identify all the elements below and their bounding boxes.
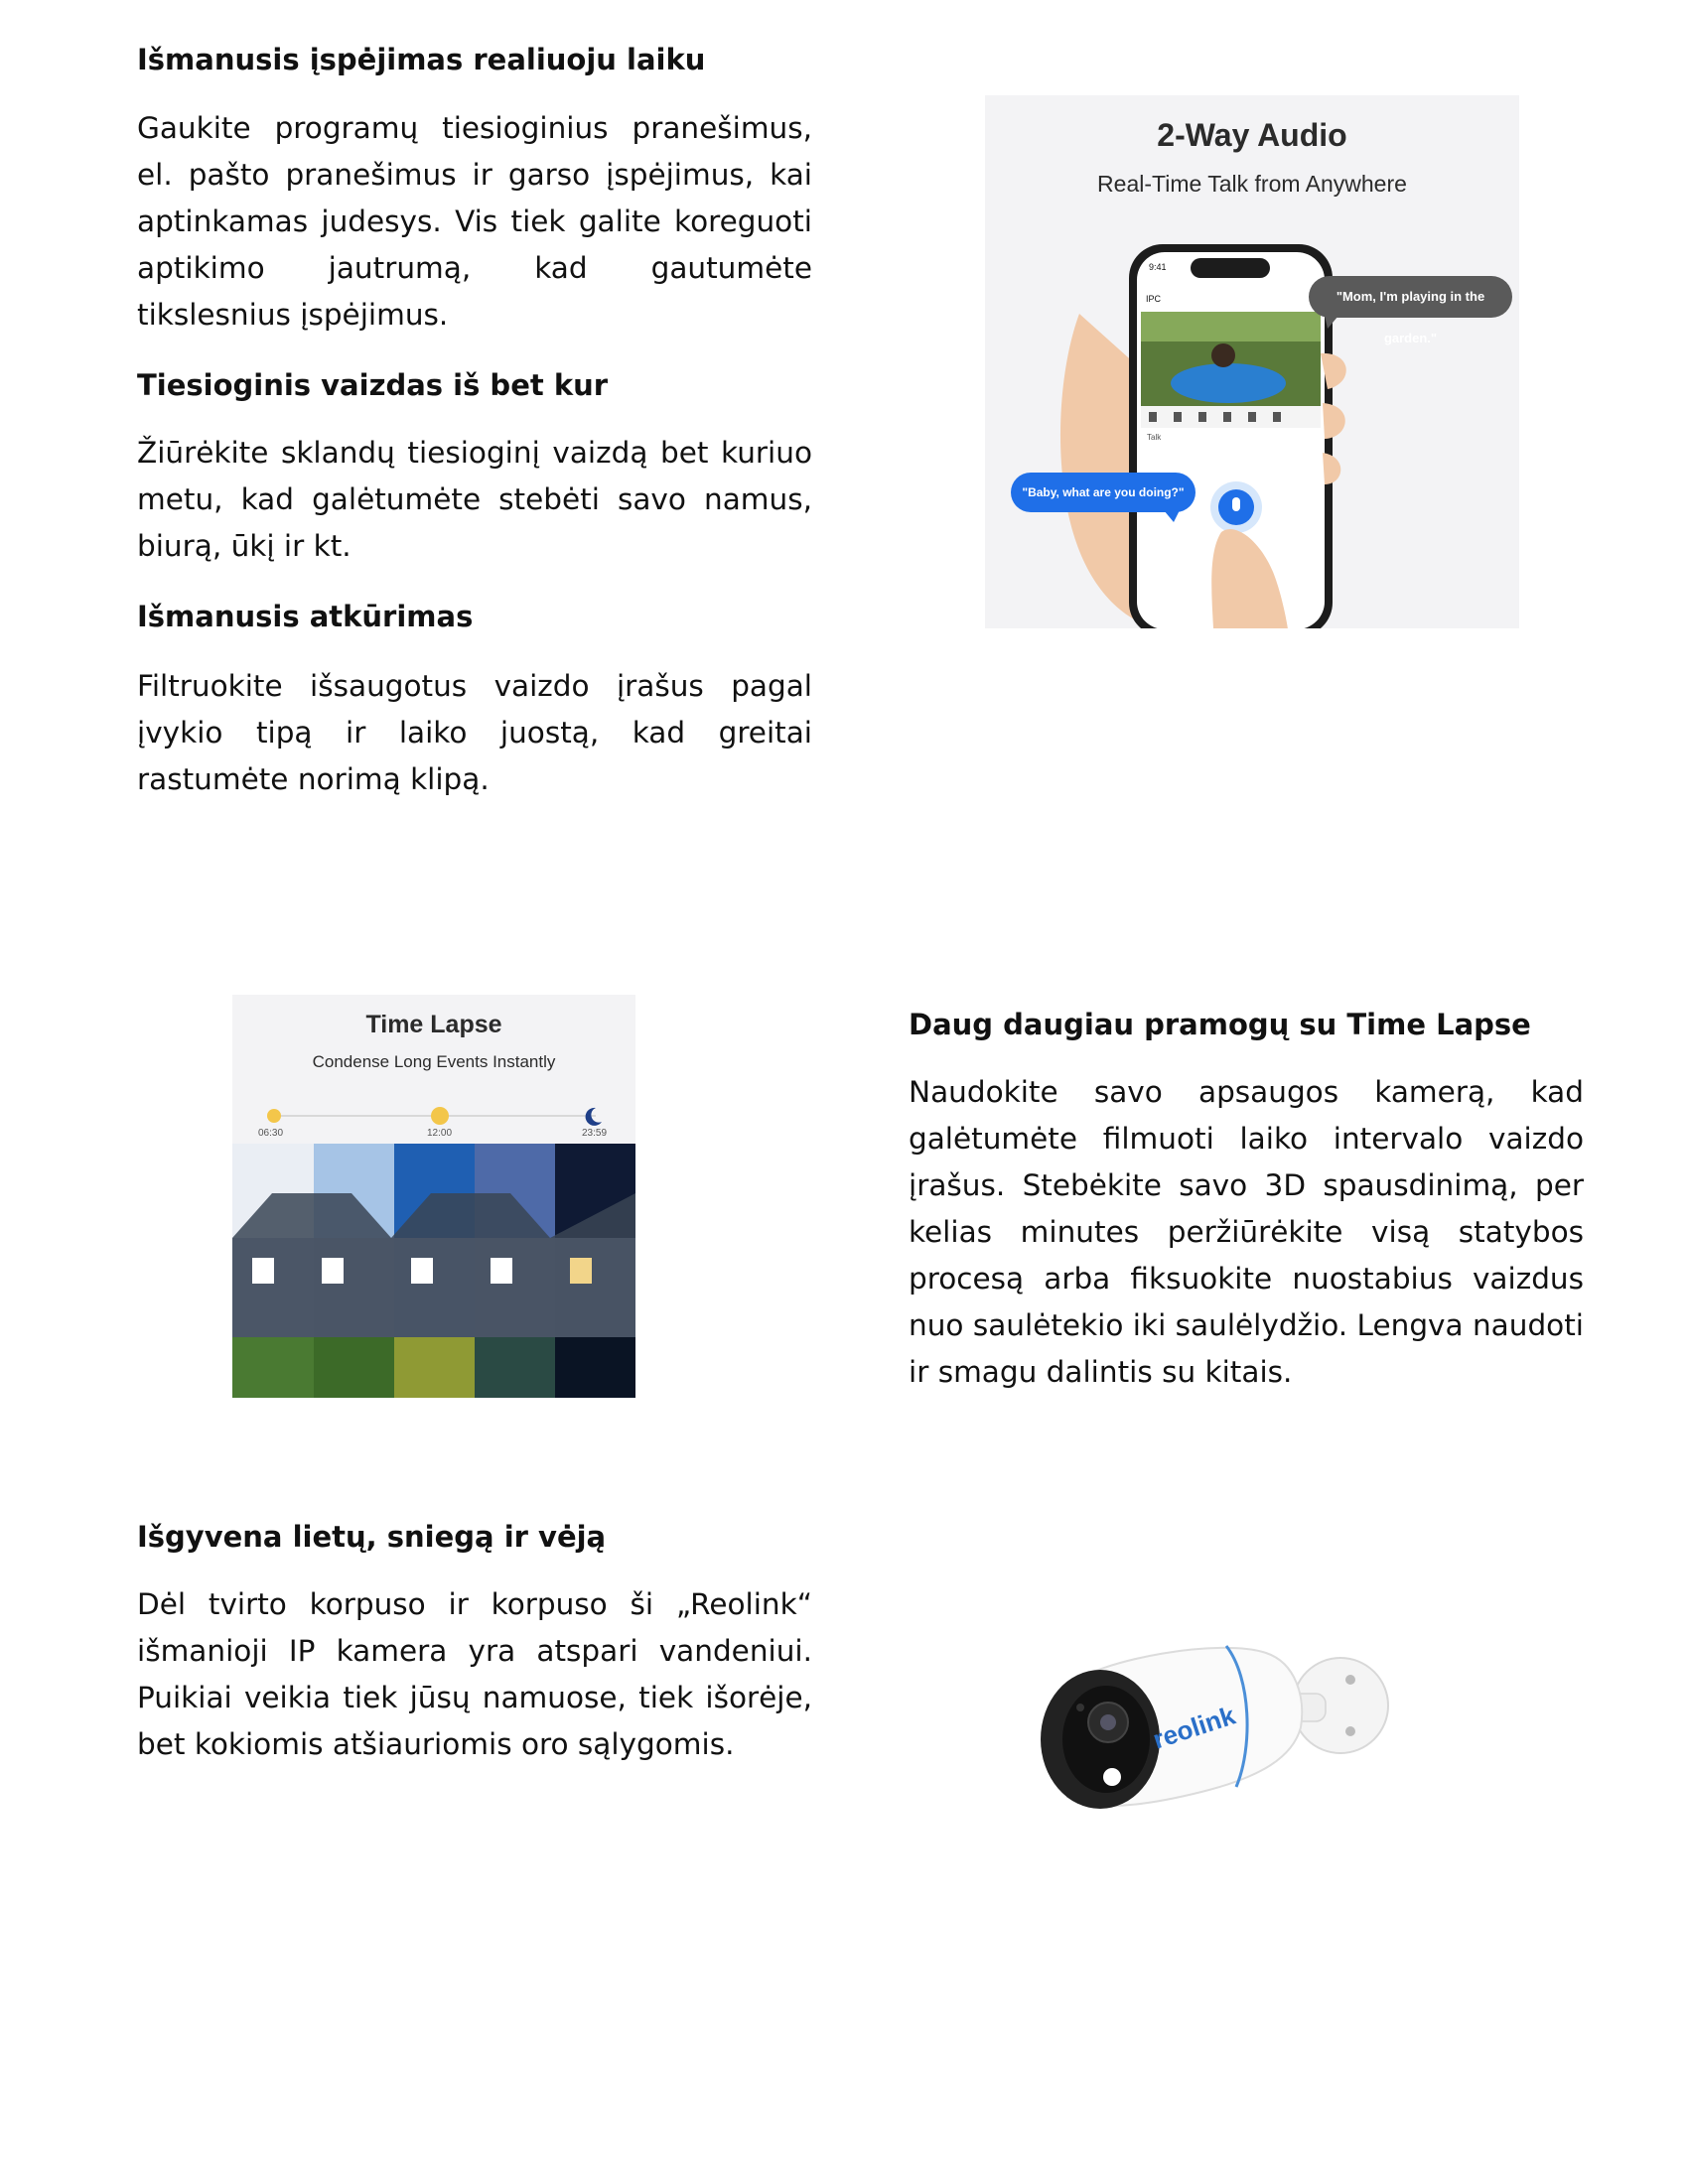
timelapse-image-title: Time Lapse	[365, 1011, 502, 1038]
section-body-smart-alerts: Gaukite programų tiesioginius pranešimus, el. pašto pranešimus ir garso įspėjimus, kai aptinkamas judesys. Vis tiek galite koreguoti aptikimo jautrumą, kad gautumėte tikslesnius įspėjimus.	[137, 111, 812, 332]
section-body-weatherproof: Dėl tvirto korpuso ir korpuso ši „Reolink“ išmanioji IP kamera yra atspari vandeniui. Puikiai veikia tiek jūsų namuose, tiek išorėje, bet kokiomis atšiauriomis oro sąlygomis.	[137, 1587, 812, 1761]
speech-bubble-child: "Mom, I'm playing in the garden."	[1336, 289, 1485, 345]
reolink-camera-image	[1023, 1628, 1400, 1827]
phone-talk-label: Talk	[1147, 433, 1162, 442]
section-body-smart-playback: Filtruokite išsaugotus vaizdo įrašus pagal įvykio tipą ir laiko juostą, kad greitai rastumėte norimą klipą.	[137, 669, 812, 796]
section-heading-smart-alerts: Išmanusis įspėjimas realiuoju laiku	[137, 43, 706, 76]
timelapse-time-end: 23:59	[582, 1128, 608, 1139]
speech-bubble-parent: "Baby, what are you doing?"	[1022, 485, 1185, 499]
timelapse-time-mid: 12:00	[427, 1128, 453, 1139]
reolink-logo: reolink	[1149, 1700, 1239, 1755]
timelapse-house-strips	[232, 995, 635, 1398]
section-body-live-view: Žiūrėkite sklandų tiesioginį vaizdą bet kuriuo metu, kad galėtumėte stebėti savo namus, biurą, ūkį ir kt.	[137, 436, 812, 563]
phone-app-label: IPC	[1146, 294, 1162, 304]
timelapse-time-start: 06:30	[258, 1128, 284, 1139]
section-body-time-lapse: Naudokite savo apsaugos kamerą, kad galėtumėte filmuoti laiko intervalo vaizdo įrašus. Stebėkite savo 3D spausdinimą, per kelias minutes peržiūrėkite visą statybos procesą arba fiksuokite nuostabius vaizdus nuo saulėtekio iki saulėlydžio. Lengva naudoti ir smagu dalintis su kitais.	[909, 1075, 1584, 1389]
phone-clock: 9:41	[1149, 262, 1167, 272]
timelapse-image-subtitle: Condense Long Events Instantly	[312, 1052, 556, 1071]
audio-image-subtitle: Real-Time Talk from Anywhere	[1097, 171, 1407, 197]
section-heading-weatherproof: Išgyvena lietų, sniegą ir vėją	[137, 1520, 607, 1554]
time-lapse-image	[232, 995, 635, 1398]
section-heading-time-lapse: Daug daugiau pramogų su Time Lapse	[909, 1008, 1531, 1041]
section-heading-live-view: Tiesioginis vaizdas iš bet kur	[137, 368, 609, 402]
two-way-audio-image	[985, 95, 1519, 628]
section-heading-smart-playback: Išmanusis atkūrimas	[137, 600, 474, 633]
audio-image-title: 2-Way Audio	[1157, 117, 1347, 153]
phone-in-hand-illustration	[985, 95, 1519, 628]
